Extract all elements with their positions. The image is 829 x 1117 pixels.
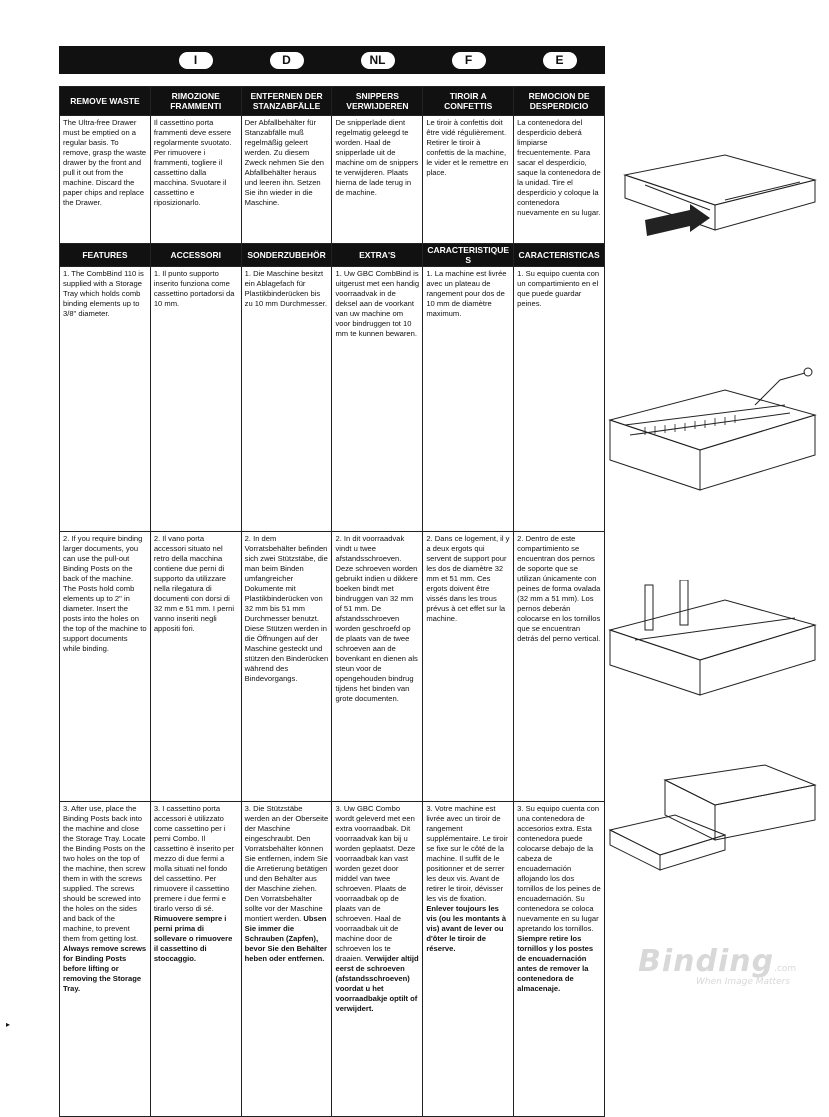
lang-cell-spanish [514,52,605,69]
lang-code-german: D [270,52,304,69]
warning-text: Enlever toujours les vis (ou les montants à vis) avant de lever ou d'ôter le tiroir de réserve. [426,904,507,953]
body-cell: 1. Uw GBC CombBind is uitgerust met een handig voorraadvak in de deksel aan de voorkant van uw machine om voor bindruggen tot 10 mm te kunnen bewaren. [332,267,423,532]
body-cell [150,802,241,1117]
watermark-brand: Binding [638,944,775,979]
body-cell: Le tiroir à confettis doit être vidé régulièrement. Retirer le tiroir à confettis de la machine, le vider et le remettre en place. [423,116,514,244]
header-cell: REMOCION DE DESPERDICIO [514,87,605,116]
lang-code-italian: I [179,52,213,69]
body-cell [423,802,514,1117]
language-code-bar [59,46,605,74]
waste-drawer-illustration [615,150,820,265]
lang-cell-french [423,52,514,69]
body-cell: 1. Die Maschine besitzt ein Ablagefach für Plastikbinderücken bis zu 10 mm Durchmesser. [241,267,332,532]
body-cell [241,802,332,1117]
warning-text: Always remove screws for Binding Posts before lifting or removing the Storage Tray. [63,944,147,993]
body-cell: 2. Il vano porta accessori situato nel retro della macchina contiene due perni di supporto da utilizzare nella rilegatura di documenti con dorsi di 32 mm e 51 mm. I perni vanno inseriti negli appositi fori. [150,532,241,802]
body-cell: 2. Dentro de este compartimiento se encuentran dos pernos de soporte que se utilizan únicamente con peines de forma ovalada (32 mm a 51 mm). Los pernos deberán colocarse en los tornillos que se encuentran detrás del perno vertical. [514,532,605,802]
body-cell: De snipperlade dient regelmatig geleegd te worden. Haal de snipperlade uit de machine om de snippers te verwijderen. Plaats hierna de lade terug in de machine. [332,116,423,244]
storage-tray-illustration [605,760,820,900]
body-text: 3. Uw GBC Combo wordt geleverd met een extra voorraadbak. Dit voorraadvak kan bij u worden geplaatst. Deze voorraadbak kan vast worden gezet door middel van twee schroeven. Plaats de voorraadbak op de plaats van de schroeven. Haal de voorraadbak uit de machine door de schroeven los te draaien. [335,804,416,963]
header-cell: SONDERZUBEHÖR [241,244,332,267]
lang-cell-italian [150,52,241,69]
warning-text: Ubsen Sie immer die Schrauben (Zapfen), bevor Sie den Behälter heben oder entfernen. [244,914,327,963]
body-cell [332,802,423,1117]
warning-text: Verwijder altijd eerst de schroeven (afstandsschroeven) voordat u het voorraadbakje optilt of verwijdert. [335,954,419,1013]
watermark-tld: .com [774,964,797,974]
body-cell: La contenedora del desperdicio deberá limpiarse frecuentemente. Para sacar el desperdicio, saque la contenedora de la unidad. Tire el desperdicio y coloque la contenedora nuevamente en su lugar. [514,116,605,244]
lang-code-spanish: E [543,52,577,69]
body-cell: The Ultra-free Drawer must be emptied on a regular basis. To remove, grasp the waste drawer by the front and pull it out from the machine. Discard the paper chips and replace the Drawer. [60,116,151,244]
features-header-row [60,244,605,267]
body-text: 3. Die Stützstäbe werden an der Oberseite der Maschine eingeschraubt. Den Vorratsbehälter können Sie entfernen, indem Sie die Arretierung betätigen und den Behälter aus der Maschine ziehen. Den Vorratsbehälter sollte vor der Maschine montiert werden. [244,804,329,923]
lang-code-dutch: NL [361,52,395,69]
binding-posts-illustration [605,580,820,710]
header-cell: RIMOZIONE FRAMMENTI [150,87,241,116]
header-cell: ACCESSORI [150,244,241,267]
remove-waste-header-row [60,87,605,116]
corner-mark-icon: ▸ [6,1020,11,1029]
body-text: 3. Votre machine est livrée avec un tiroir de rangement supplémentaire. Le tiroir se fixe sur le côté de la machine. Il suffit de le positionner et de serrer les deux vis. Avant de retirer le tiroir, dévisser les vis de fixation. [426,804,508,903]
binding-machine-illustration [605,365,820,515]
watermark-logo [638,944,808,979]
header-cell: TIROIR A CONFETTIS [423,87,514,116]
header-cell: CARACTERISTICAS [514,244,605,267]
body-cell: 1. Il punto supporto inserito funziona come cassettino portadorsi da 10 mm. [150,267,241,532]
watermark-tagline: When Image Matters [696,977,791,987]
header-cell: FEATURES [60,244,151,267]
body-cell: Der Abfallbehälter für Stanzabfälle muß regelmäßig geleert werden. Zu diesem Zweck nehmen Sie den Abfallbehälter heraus und leeren ihn. Setzen Sie ihn wieder in die Maschine. [241,116,332,244]
body-cell: 1. La machine est livrée avec un plateau de rangement pour dos de 10 mm de diamètre maximum. [423,267,514,532]
body-cell: 2. Dans ce logement, il y a deux ergots qui servent de support pour les dos de diamètre 32 mm et 51 mm. Ces ergots doivent être vissés dans les trous prévus à cet effet sur la machine. [423,532,514,802]
lang-code-french: F [452,52,486,69]
header-cell: ENTFERNEN DER STANZABFÄLLE [241,87,332,116]
body-cell: Il cassettino porta frammenti deve essere regolarmente svuotato. Per rimuovere i frammenti, togliere il cassettino dalla macchina. Svuotare il cassettino e riposizionarlo. [150,116,241,244]
body-cell: 2. In dem Vorratsbehälter befinden sich zwei Stützstäbe, die man beim Binden umfangreicher Dokumente mit Plastikbinderücken von 32 mm bis 51 mm Durchmesser benutzt. Diese Stützen werden in die Öffnungen auf der Maschine gesteckt und stützen den Binderücken während des Bindevorgangs. [241,532,332,802]
body-cell: 2. If you require binding larger documents, you can use the pull-out Binding Posts on the back of the machine. The Posts hold comb elements up to 2" in diameter. Insert the posts into the holes on the top of the machine to support documents while binding. [60,532,151,802]
body-cell: 1. The CombBind 110 is supplied with a Storage Tray which holds comb binding elements up to 3/8" diameter. [60,267,151,532]
body-cell [514,802,605,1117]
header-cell: SNIPPERS VERWIJDEREN [332,87,423,116]
warning-text: Siempre retire los tornillos y los postes de encuadernación antes de remover la contenedora de almacenaje. [517,934,594,993]
body-text: 3. I cassettino porta accessori è utilizzato come cassettino per i perni Combo. Il cassettino è inserito per mezzo di due fermi a molla situati nel fondo del cassettino. Per rimuovere il cassettino premere i due fermi e tirarlo verso di sé. [153,804,235,913]
warning-text: Rimuovere sempre i perni prima di sollevare o rimuovere il cassettino di stoccaggio. [153,914,233,963]
body-cell [60,802,151,1117]
body-text: 3. After use, place the Binding Posts back into the machine and close the Storage Tray. Locate the Binding Posts on the two holes on the top of the machine, then screw them in with the screws supplied. The screws should be screwed into the holes on the sides and back of the machine, to prevent them from getting lost. [63,804,146,943]
header-cell: REMOVE WASTE [60,87,151,116]
body-cell: 2. In dit voorraadvak vindt u twee afstandsschroeven. Deze schroeven worden gebruikt indien u dikkere boeken bindt met bindruggen van 32 mm of 51 mm. De afstandsschroeven worden geschroefd op de plaats van de twee schroeven aan de bovenkant en dienen als steun voor de opengehouden bindrug tijdens het binden van grote documenten. [332,532,423,802]
remove-waste-row [60,116,605,244]
features-point3-row [60,802,605,1117]
features-point2-row [60,532,605,802]
body-text: 3. Su equipo cuenta con una contenedora de accesorios extra. Esta contenedora puede colocarse debajo de la cabeza de encuadernación aflojando los dos tornillos de los peines de encuadernación. Su contenedora se coloca nuevamente en su lugar apretando los tornillos. [517,804,601,933]
instruction-table [59,86,605,1117]
body-cell: 1. Su equipo cuenta con un compartimiento en el que puede guardar peines. [514,267,605,532]
watermark [638,944,808,994]
header-cell: EXTRA'S [332,244,423,267]
lang-cell-dutch [332,52,423,69]
features-point1-row [60,267,605,532]
lang-cell-german [241,52,332,69]
header-cell: CARACTERISTIQUES [423,244,514,267]
